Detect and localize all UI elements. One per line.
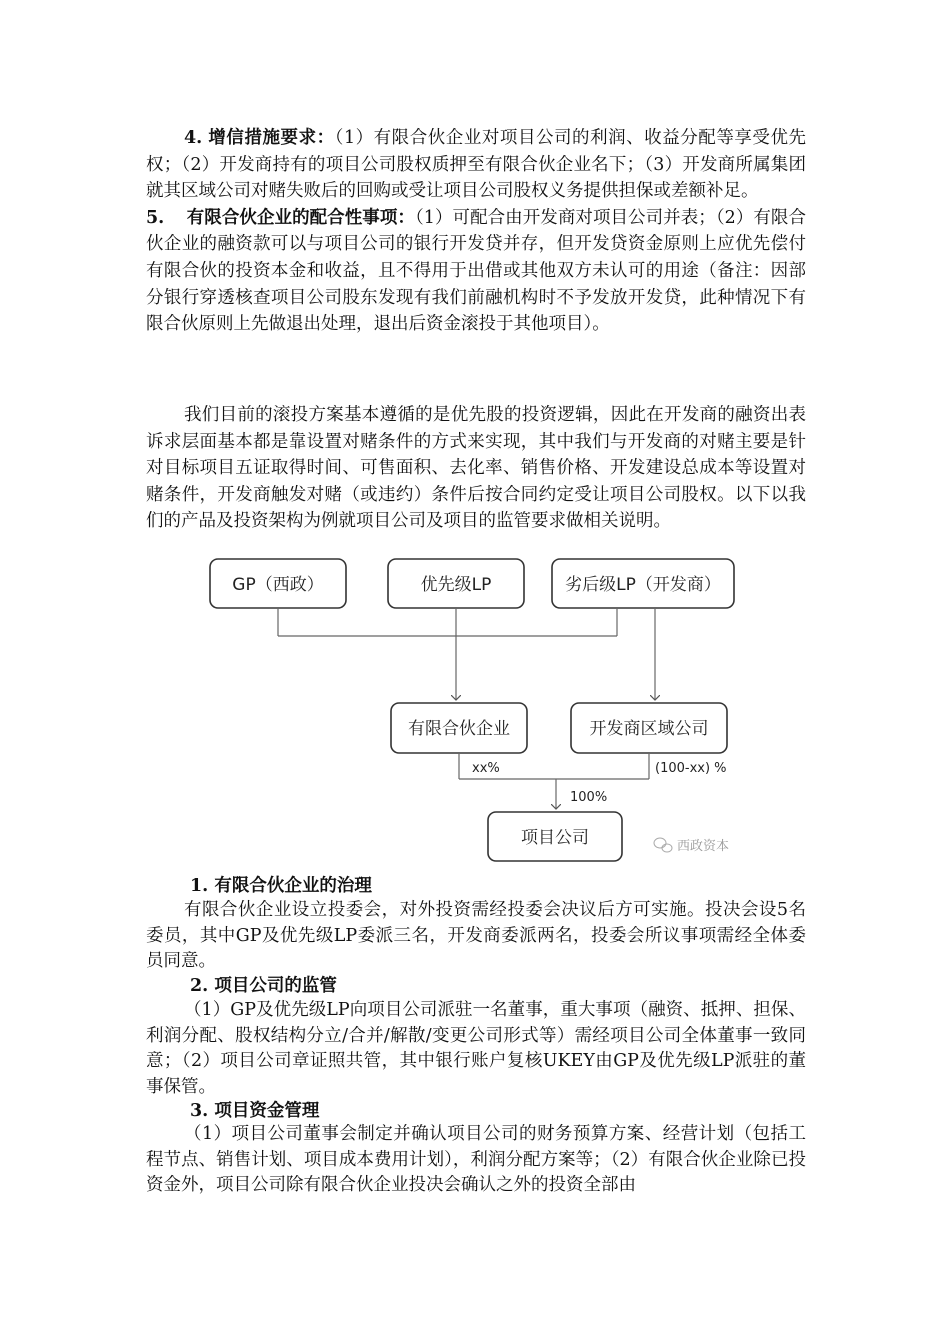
senior-lp-label: 优先级LP [420,575,492,595]
item-4-body: （1）有限合伙企业对项目公司的利润、收益分配等享受优先权；（2）开发商持有的项目公司股权质押至有限合伙企业名下；（3）开发商所属集团就其区域公司对赌失败后的回购或受让项目公司股权义务提供担保或差额补足。 [146,128,806,202]
item-5-body: （1）可配合由开发商对项目公司并表；（2）有限合伙企业的融资款可以与项目公司的银行开发贷并存，但开发贷资金原则上应优先偿付有限合伙的投资本金和收益，且不得用于出借或其他双方未认可的用途（备注：因部分银行穿透核查项目公司股东发现有我们前融机构时不予发放开发贷，此种情况下有限合伙原则上先做退出处理，退出后资金滚投于其他项目）。 [146,207,806,335]
item-4-number: 4. [184,128,203,148]
section-2-body: （1）GP及优先级LP向项目公司派驻一名董事，重大事项（融资、抵押、担保、利润分配、股权结构分立/合并/解散/变更公司形式等）需经项目公司全体董事一致同意；（2）项目公司章证照共管，其中银行账户复核UKEY由GP及优先级LP派驻的董事保管。 [146,1000,806,1097]
section-3-title: 3. 项目资金管理 [190,1101,320,1121]
item-4-title: 增信措施要求： [208,128,335,148]
junior-lp-label: 劣后级LP（开发商） [565,575,721,595]
item-5-title: 有限合伙企业的配合性事项： [186,207,415,228]
share-regional-label: (100-xx) % [655,761,727,776]
section-2-title: 2. 项目公司的监管 [190,976,337,996]
section-1-body-block [146,898,806,975]
project-company-label: 项目公司 [521,828,589,848]
regional-company-label: 开发商区域公司 [589,719,709,739]
section-3-body: （1）项目公司董事会制定并确认项目公司的财务预算方案、经营计划（包括工程节点、销售计划、项目成本费用计划），利润分配方案等；（2）有限合伙企业除已投资金外，项目公司除有限合伙企业投决会确认之外的投资全部由 [146,1124,806,1195]
watermark-text: 西政资本 [677,839,730,854]
gp-label: GP（西政） [232,575,324,595]
wechat-icon [654,838,672,852]
share-total-label: 100% [570,790,608,805]
top-connectors [278,608,655,700]
item-5-number: 5. [146,207,165,228]
section-3-body-block [146,1122,806,1199]
section-1-title: 1. 有限合伙企业的治理 [190,876,372,896]
partnership-label: 有限合伙企业 [408,719,510,739]
watermark [654,838,729,854]
share-partnership-label: xx% [472,761,500,776]
section-2-body-block [146,998,806,1100]
intro-paragraph: 我们目前的滚投方案基本遵循的是优先股的投资逻辑，因此在开发商的融资出表诉求层面基本都是靠设置对赌条件的方式来实现，其中我们与开发商的对赌主要是针对目标项目五证取得时间、可售面积、去化率、销售价格、开发建设总成本等设置对赌条件，开发商触发对赌（或违约）条件后按合同约定受让项目公司股权。以下以我们的产品及投资架构为例就项目公司及项目的监管要求做相关说明。 [146,405,806,532]
section-1-body: 有限合伙企业设立投委会，对外投资需经投委会决议后方可实施。投决会设5名委员，其中GP及优先级LP委派三名，开发商委派两名，投委会所议事项需经全体委员同意。 [146,900,806,971]
